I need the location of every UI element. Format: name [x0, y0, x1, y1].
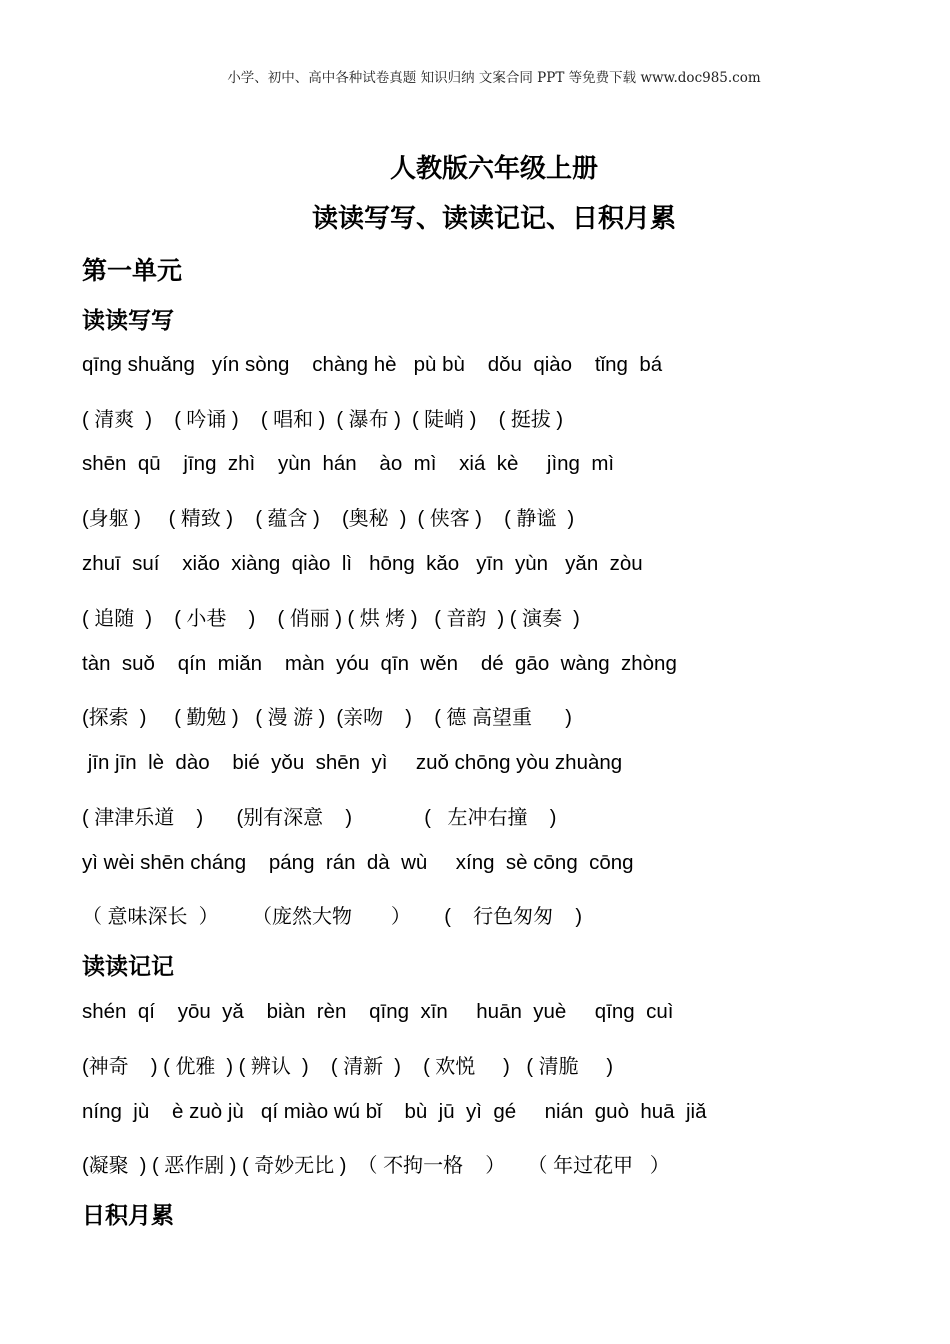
words-row: (身躯 ) ( 精致 ) ( 蕴含 ) (奥秘 ) ( 侠客 ) ( 静谧 ): [82, 508, 575, 530]
words-row: ( 津津乐道 ) (别有深意 ) ( 左冲右撞 ): [82, 807, 557, 829]
words-row: ( 清爽 ) ( 吟诵 ) ( 唱和 ) ( 瀑布 ) ( 陡峭 ) ( 挺拔 ): [82, 409, 564, 431]
pinyin-row: níng jù è zuò jù qí miào wú bǐ bù jū yì gé nián guò huā jiǎ: [82, 1100, 707, 1123]
words-row: (神奇 ) ( 优雅 ) ( 辨认 ) ( 清新 ) ( 欢悦 ) ( 清脆 ): [82, 1056, 614, 1078]
words-row: (凝聚 ) ( 恶作剧 ) ( 奇妙无比 ) （ 不拘一格 ） （ 年过花甲 ）: [82, 1155, 670, 1177]
pinyin-row: qīng shuǎng yín sòng chàng hè pù bù dǒu qiào tǐng bá: [82, 353, 663, 376]
words-row: ( 追随 ) ( 小巷 ) ( 俏丽 ) ( 烘 烤 ) ( 音韵 ) ( 演奏 ): [82, 608, 580, 630]
page-header: 小学、初中、高中各种试卷真题 知识归纳 文案合同 PPT 等免费下载 www.doc985.com: [227, 70, 761, 86]
unit-heading: 第一单元: [82, 256, 183, 285]
pinyin-row: yì wèi shēn cháng páng rán dà wù xíng sè cōng cōng: [82, 851, 634, 874]
pinyin-row: shēn qū jīng zhì yùn hán ào mì xiá kè jìng mì: [82, 452, 615, 475]
pinyin-row: tàn suǒ qín miǎn màn yóu qīn wěn dé gāo wàng zhòng: [82, 652, 677, 675]
page-title: 人教版六年级上册: [389, 154, 598, 184]
page-subtitle: 读读写写、读读记记、日积月累: [311, 204, 676, 234]
pinyin-row: jīn jīn lè dào bié yǒu shēn yì zuǒ chōng yòu zhuàng: [82, 751, 623, 774]
section-heading-read-remember: 读读记记: [82, 954, 174, 980]
section-heading-read-write: 读读写写: [82, 308, 174, 334]
words-row: （ 意味深长 ） （庞然大物 ） ( 行色匆匆 ): [82, 906, 583, 928]
pinyin-row: shén qí yōu yǎ biàn rèn qīng xīn huān yuè qīng cuì: [82, 1000, 674, 1023]
section-heading-accumulate: 日积月累: [82, 1203, 174, 1229]
pinyin-row: zhuī suí xiǎo xiàng qiào lì hōng kǎo yīn yùn yǎn zòu: [82, 552, 643, 575]
words-row: (探索 ) ( 勤勉 ) ( 漫 游 ) (亲吻 ) ( 德 高望重 ): [82, 707, 572, 729]
